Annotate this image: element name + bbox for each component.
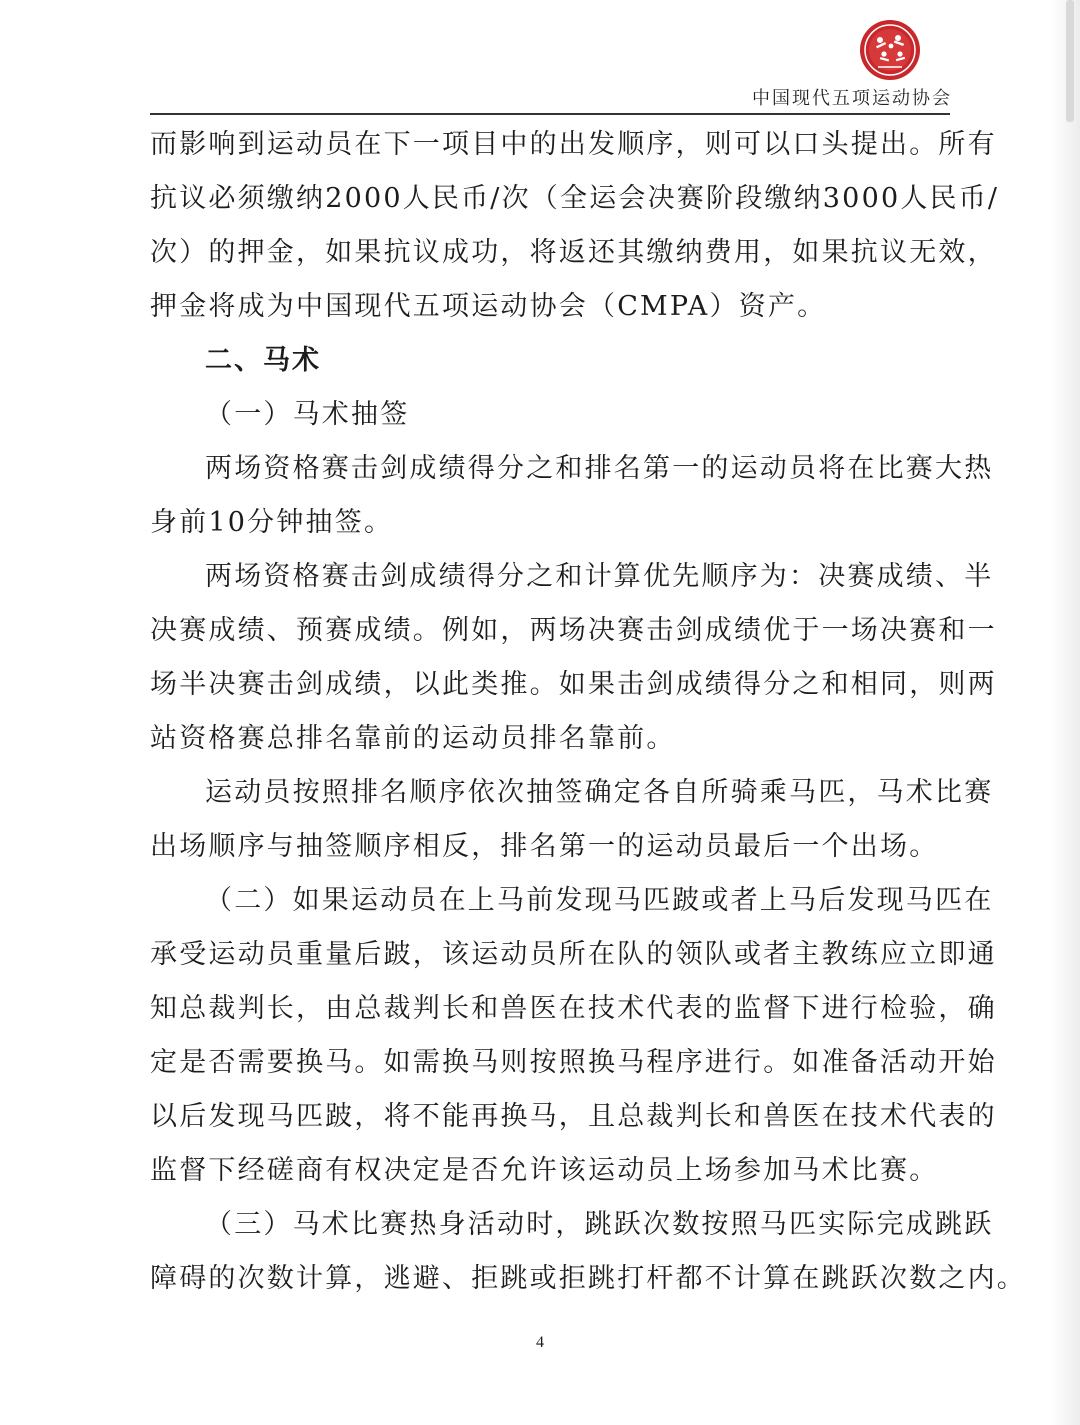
text-line: 次）的押金，如果抗议成功，将返还其缴纳费用，如果抗议无效， [150, 237, 997, 268]
text-line: 身前10分钟抽签。 [150, 507, 394, 538]
organization-name: 中国现代五项运动协会 [752, 88, 952, 109]
text-line: 定是否需要换马。如需换马则按照换马程序进行。如准备活动开始 [150, 1047, 997, 1078]
header-divider [150, 113, 950, 115]
text-line: 决赛成绩、预赛成绩。例如，两场决赛击剑成绩优于一场决赛和一 [150, 615, 997, 646]
text-line: 押金将成为中国现代五项运动协会（CMPA）资产。 [150, 291, 827, 322]
text-line: 知总裁判长，由总裁判长和兽医在技术代表的监督下进行检验，确 [150, 993, 997, 1024]
text-line: 两场资格赛击剑成绩得分之和排名第一的运动员将在比赛大热 [205, 453, 994, 484]
document-body [150, 118, 1026, 1306]
text-line: （三）马术比赛热身活动时，跳跃次数按照马匹实际完成跳跃 [205, 1209, 994, 1240]
text-line: 两场资格赛击剑成绩得分之和计算优先顺序为：决赛成绩、半 [205, 561, 994, 592]
text-line: 站资格赛总排名靠前的运动员排名靠前。 [150, 723, 676, 754]
text-line: 障碍的次数计算，逃避、拒跳或拒跳打杆都不计算在跳跃次数之内。 [150, 1263, 1026, 1294]
text-line: 抗议必须缴纳2000人民币/次（全运会决赛阶段缴纳3000人民币/ [150, 183, 1000, 214]
scrollbar-thumb[interactable] [1066, 0, 1074, 122]
text-line: 而影响到运动员在下一项目中的出发顺序，则可以口头提出。所有 [150, 129, 997, 160]
text-line: （二）如果运动员在上马前发现马匹跛或者上马后发现马匹在 [205, 885, 994, 916]
subsection-heading: （一）马术抽签 [205, 399, 410, 430]
text-line: 场半决赛击剑成绩，以此类推。如果击剑成绩得分之和相同，则两 [150, 669, 997, 700]
cmpa-logo [858, 18, 922, 82]
section-heading: 二、马术 [205, 345, 321, 376]
page-number: 4 [536, 1334, 544, 1351]
viewer-edge [1050, 0, 1080, 1425]
text-line: 承受运动员重量后跛，该运动员所在队的领队或者主教练应立即通 [150, 939, 997, 970]
text-line: 以后发现马匹跛，将不能再换马，且总裁判长和兽医在技术代表的 [150, 1101, 997, 1132]
text-line: 出场顺序与抽签顺序相反，排名第一的运动员最后一个出场。 [150, 831, 939, 862]
text-line: 运动员按照排名顺序依次抽签确定各自所骑乘马匹，马术比赛 [205, 777, 994, 808]
text-line: 监督下经磋商有权决定是否允许该运动员上场参加马术比赛。 [150, 1155, 939, 1186]
